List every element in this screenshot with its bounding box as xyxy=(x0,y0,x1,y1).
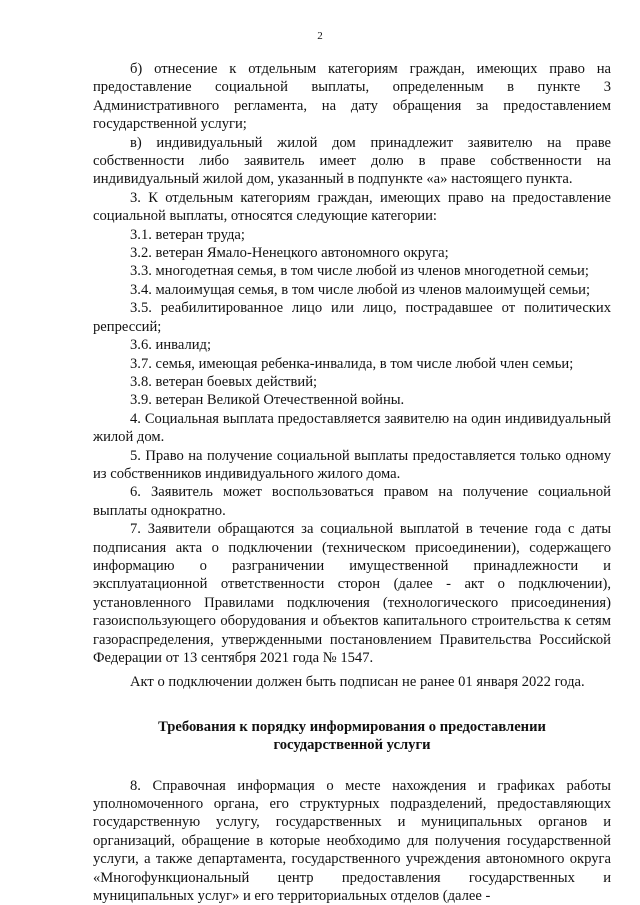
list-item-3-4: 3.4. малоимущая семья, в том числе любой из членов малоимущей семьи; xyxy=(130,281,591,298)
paragraph-8: 8. Справочная информация о месте нахождения и графиках работы уполномоченного органа, его структурных подразделений, предоставляющих государственную услугу, государственных и муниципальных органов и организаций, обращение в которые необходимо для получения государственной услуги, а также департамента, государственного учреждения автономного округа «Многофункциональный центр предоставления государственных и муниципальных услуг» и его территориальных отделов (далее - xyxy=(93,777,611,905)
list-item-3-3: 3.3. многодетная семья, в том числе любой из членов многодетной семьи; xyxy=(130,263,589,280)
list-item-3-5: 3.5. реабилитированное лицо или лицо, пострадавшее от политических репрессий; xyxy=(93,300,611,335)
paragraph-4: 4. Социальная выплата предоставляется заявителю на один индивидуальный жилой дом. xyxy=(93,410,611,446)
list-item-3-9: 3.9. ветеран Великой Отечественной войны. xyxy=(130,392,405,409)
list-item-3-6: 3.6. инвалид; xyxy=(130,337,212,354)
list-item-3-7: 3.7. семья, имеющая ребенка-инвалида, в том числе любой член семьи; xyxy=(130,355,574,372)
paragraph-6: 6. Заявитель может воспользоваться правом на получение социальной выплаты однократно. xyxy=(93,484,611,519)
list-item-3-8: 3.8. ветеран боевых действий; xyxy=(130,373,318,390)
document-body xyxy=(93,60,611,905)
section-heading-line-1: Требования к порядку информирования о предоставлении xyxy=(158,718,546,735)
paragraph-act-note: Акт о подключении должен быть подписан не ранее 01 января 2022 года. xyxy=(130,674,585,691)
list-item-3-2: 3.2. ветеран Ямало-Ненецкого автономного округа; xyxy=(130,245,449,262)
paragraph-7: 7. Заявители обращаются за социальной выплатой в течение года с даты подписания акта о подключении (техническом присоединении), содержащего информацию о разграничении имущественной принадлежности и эксплуатационной ответственности сторон (далее - акт о подключении), установленного Правилами подключения (технологического присоединения) газоиспользующего оборудования и объектов капитального строительства к сетям газораспределения, утвержденными постановлением Правительства Российской Федерации от 13 сентября 2021 года № 1547. xyxy=(93,521,611,666)
section-heading xyxy=(93,718,611,755)
paragraph-5: 5. Право на получение социальной выплаты предоставляется только одному из собственников индивидуального жилого дома. xyxy=(93,447,611,482)
paragraph-b: б) отнесение к отдельным категориям граждан, имеющих право на предоставление социальной выплаты, определенным в пункте 3 Административного регламента, на дату обращения за предоставлением государственной услуги; xyxy=(93,61,611,133)
paragraph-3: 3. К отдельным категориям граждан, имеющих право на предоставление социальной выплаты, относятся следующие категории: xyxy=(93,189,611,225)
list-item-3-1: 3.1. ветеран труда; xyxy=(130,226,245,243)
page-number: 2 xyxy=(317,30,323,42)
section-heading-line-2: государственной услуги xyxy=(273,737,431,754)
paragraph-v: в) индивидуальный жилой дом принадлежит заявителю на праве собственности либо заявитель имеет долю в праве собственности на индивидуальный жилой дом, указанный в подпункте «а» настоящего пункта. xyxy=(93,134,611,188)
